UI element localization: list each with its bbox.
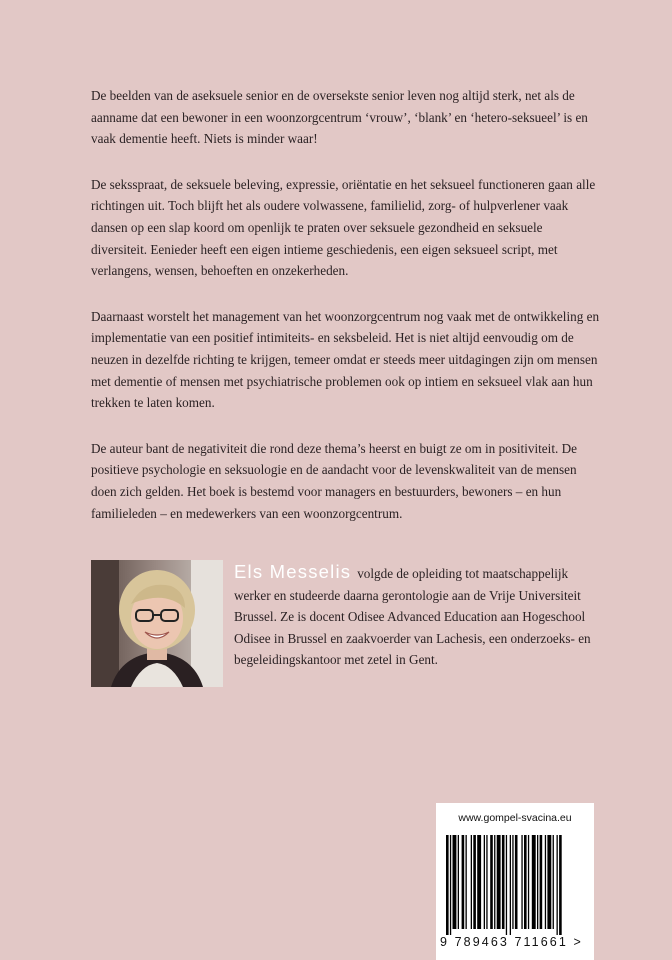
barcode-bar xyxy=(486,835,487,929)
barcode-bar xyxy=(557,835,558,935)
barcode-bar xyxy=(450,835,451,935)
barcode-bar xyxy=(497,835,501,929)
barcode-bar xyxy=(545,835,546,929)
barcode-bar xyxy=(540,835,543,929)
author-bio-text: volgde de opleiding tot maatschappelijk werker en studeerde daarna gerontologie aan de Vrije Universiteit Brussel. Ze is docent Odisee Advanced Education aan Hogeschool Odisee in Brussel en zaakvoerder van Lachesis, een onderzoeks- en begeleidingskantoor met zetel in Gent. xyxy=(234,566,591,668)
barcode-bar xyxy=(462,835,465,929)
barcode-bar xyxy=(502,835,505,929)
barcode-bar xyxy=(547,835,551,929)
barcode-bar xyxy=(477,835,481,929)
barcode-bar xyxy=(553,835,554,929)
barcode-bar xyxy=(453,835,457,929)
barcode-bar xyxy=(537,835,538,929)
author-name: Els Messelis xyxy=(234,561,352,582)
barcode-bar xyxy=(559,835,562,935)
barcode-bar xyxy=(494,835,495,929)
blurb-paragraph-1: De beelden van de aseksuele senior en de oversekste senior leven nog altijd sterk, net als de aanname dat een bewoner in een woonzorgcentrum ‘vrouw’, ‘blank’ en ‘hetero-seksueel’ is en vaak dementie heeft. Niets is minder waar! xyxy=(91,88,588,147)
barcode-bar xyxy=(515,835,518,929)
blurb-paragraph-2: De seksspraat, de seksuele beleving, expressie, oriëntatie en het seksueel functioneren gaan alle richtingen uit. Toch blijft het als oudere volwassene, familielid, zorg- of hulpverlener vaak dansen op een slap koord om openlijk te praten over seksuele gezondheid en seksuele diversiteit. Eenieder heeft een eigen intieme geschiedenis, een eigen seksueel script, met verlangens, wensen, behoeften en onzekerheden. xyxy=(91,176,596,279)
barcode-bar xyxy=(521,835,522,929)
barcode-bar xyxy=(471,835,472,929)
barcode-bar xyxy=(458,835,459,929)
author-photo xyxy=(91,560,223,687)
barcode-bar xyxy=(528,835,529,929)
barcode-box xyxy=(436,803,594,960)
barcode-bar xyxy=(473,835,476,929)
barcode-bar xyxy=(524,835,527,929)
author-portrait-image xyxy=(91,560,223,687)
isbn-barcode-image xyxy=(446,835,584,935)
author-bio xyxy=(234,561,594,671)
barcode-bar xyxy=(512,835,513,929)
blurb-paragraph-4: De auteur bant de negativiteit die rond deze thema’s heerst en buigt ze om in positiviteit. De positieve psychologie en seksuologie en de aandacht voor de levenskwaliteit van de mensen doen zich gelden. Het boek is bestemd voor managers en bestuurders, bewoners – en hun familieleden – en medewerkers van een woonzorgcentrum. xyxy=(91,440,577,521)
isbn-digits: 9 789463 711661 > xyxy=(440,935,583,949)
barcode-bar xyxy=(532,835,536,929)
barcode-bar xyxy=(484,835,485,929)
blurb-text xyxy=(91,85,601,548)
barcode-bar xyxy=(490,835,493,929)
barcode-bar xyxy=(510,835,511,935)
publisher-url: www.gompel-svacina.eu xyxy=(458,812,572,824)
barcode-bar xyxy=(466,835,467,929)
barcode-bar xyxy=(506,835,507,935)
barcode-bar xyxy=(446,835,449,935)
blurb-paragraph-3: Daarnaast worstelt het management van het woonzorgcentrum nog vaak met de ontwikkeling en implementatie van een positief intimiteits- en seksbeleid. Het is niet altijd eenvoudig om de neuzen in dezelfde richting te krijgen, temeer omdat er steeds meer uitdagingen zijn om mensen met dementie of mensen met psychiatrische problemen ook op intiem en seksueel vlak aan hun trekken te laten komen. xyxy=(91,308,600,411)
